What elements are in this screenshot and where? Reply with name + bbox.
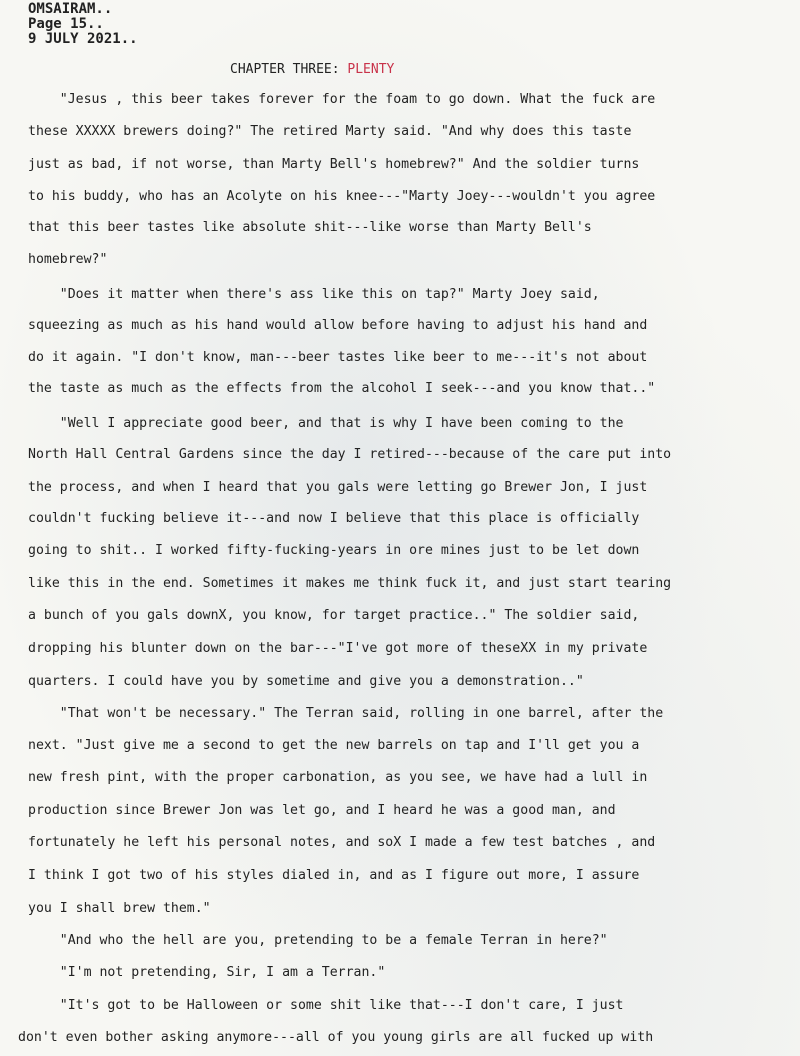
header-line-1: OMSAIRAM.. [28,1,113,17]
text-line: "Does it matter when there's ass like this on tap?" Marty Joey said, [28,287,600,302]
text-line: don't even bother asking anymore---all of you young girls are all fucked up with [18,1030,654,1045]
text-line: I think I got two of his styles dialed in, and as I figure out more, I assure [28,868,640,883]
text-line: a bunch of you gals downX, you know, for target practice.." The soldier said, [28,608,640,623]
text-line: do it again. "I don't know, man---beer tastes like beer to me---it's not about [28,350,648,365]
text-line: "Well I appreciate good beer, and that is why I have been coming to the [28,416,624,431]
text-line: homebrew?" [28,252,108,267]
text-line: quarters. I could have you by sometime and give you a demonstration.." [28,674,584,689]
chapter-prefix: CHAPTER THREE: [230,62,348,77]
text-line: like this in the end. Sometimes it makes me think fuck it, and just start tearing [28,576,672,591]
header-page-number: Page 15.. [28,16,104,32]
chapter-title: PLENTY [347,62,395,77]
text-line: "That won't be necessary." The Terran said, rolling in one barrel, after the [28,706,664,721]
text-line: you I shall brew them." [28,901,211,916]
text-line: "It's got to be Halloween or some shit like that---I don't care, I just [28,998,624,1013]
text-line: these XXXXX brewers doing?" The retired Marty said. "And why does this taste [28,124,632,139]
text-line: production since Brewer Jon was let go, and I heard he was a good man, and [28,803,616,818]
text-line: dropping his blunter down on the bar---"I've got more of theseXX in my private [28,641,648,656]
text-line: next. "Just give me a second to get the new barrels on tap and I'll get you a [28,738,640,753]
text-line: "Jesus , this beer takes forever for the foam to go down. What the fuck are [28,92,656,107]
text-line: new fresh pint, with the proper carbonation, as you see, we have had a lull in [28,770,648,785]
text-line: just as bad, if not worse, than Marty Bell's homebrew?" And the soldier turns [28,157,640,172]
text-line: going to shit.. I worked fifty-fucking-years in ore mines just to be let down [28,543,640,558]
text-line: squeezing as much as his hand would allow before having to adjust his hand and [28,318,648,333]
header-date: 9 JULY 2021.. [28,31,138,47]
text-line: to his buddy, who has an Acolyte on his knee---"Marty Joey---wouldn't you agree [28,189,656,204]
text-line: North Hall Central Gardens since the day I retired---because of the care put into [28,447,672,462]
text-line: the process, and when I heard that you gals were letting go Brewer Jon, I just [28,480,648,495]
text-line: couldn't fucking believe it---and now I believe that this place is officially [28,511,640,526]
text-line: "And who the hell are you, pretending to be a female Terran in here?" [28,933,608,948]
text-line: that this beer tastes like absolute shit---like worse than Marty Bell's [28,220,592,235]
text-line: "I'm not pretending, Sir, I am a Terran." [28,965,386,980]
text-line: fortunately he left his personal notes, and soX I made a few test batches , and [28,835,656,850]
text-line: the taste as much as the effects from the alcohol I seek---and you know that.." [28,381,656,396]
